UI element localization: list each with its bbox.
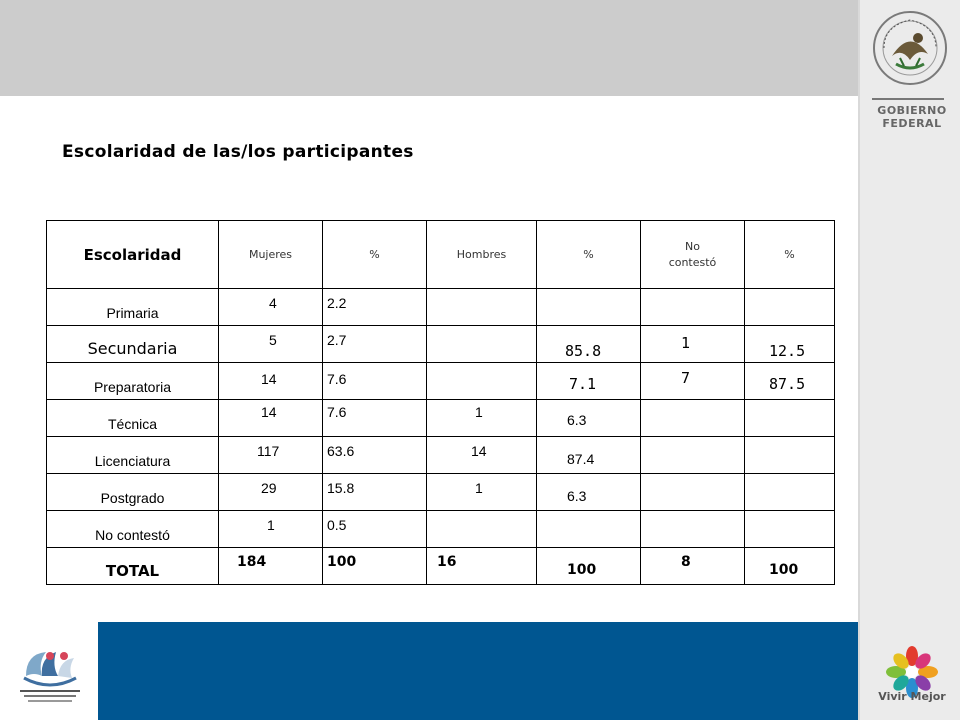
header-escolaridad: Escolaridad <box>47 221 219 289</box>
right-divider <box>858 0 860 720</box>
hombres-cell <box>427 437 537 474</box>
mujeres-pct-cell <box>323 400 427 437</box>
no-contesto-value: 1 <box>681 334 691 352</box>
mujeres-value: 4 <box>269 295 277 311</box>
mujeres-pct-value: 15.8 <box>327 480 355 496</box>
hombres-pct-cell <box>537 511 641 548</box>
no-contesto-cell <box>641 400 745 437</box>
no-contesto-value: 7 <box>681 369 691 387</box>
no-contesto-pct-cell <box>745 400 835 437</box>
mujeres-value: 14 <box>261 371 277 387</box>
hombres-pct-value: 87.4 <box>567 451 595 467</box>
gobierno-rule <box>872 98 944 100</box>
header-hombres: Hombres <box>427 221 537 289</box>
gobierno-federal-text <box>872 104 952 130</box>
header-no-contesto <box>641 221 745 289</box>
total-no-contesto-cell <box>641 548 745 585</box>
gobierno-line1: GOBIERNO <box>877 104 947 117</box>
no-contesto-cell <box>641 363 745 400</box>
total-mujeres-cell <box>219 548 323 585</box>
hombres-cell <box>427 363 537 400</box>
total-hombres-value: 16 <box>437 554 457 570</box>
no-contesto-cell <box>641 289 745 326</box>
bottom-blue-band <box>98 622 858 720</box>
hombres-pct-cell <box>537 326 641 363</box>
mujeres-pct-cell <box>323 511 427 548</box>
mujeres-value: 29 <box>261 480 277 496</box>
mujeres-pct-cell <box>323 289 427 326</box>
no-contesto-pct-cell <box>745 363 835 400</box>
hombres-pct-value: 6.3 <box>567 412 587 428</box>
total-label-cell <box>47 548 219 585</box>
no-contesto-pct-cell <box>745 474 835 511</box>
mujeres-pct-cell <box>323 474 427 511</box>
mujeres-cell <box>219 363 323 400</box>
hombres-pct-cell <box>537 363 641 400</box>
row-label: Postgrado <box>100 490 165 506</box>
row-label: Técnica <box>107 416 158 432</box>
mujeres-value: 5 <box>269 332 277 348</box>
table-row <box>47 437 835 474</box>
no-contesto-pct-cell <box>745 326 835 363</box>
mujeres-cell <box>219 511 323 548</box>
row-label: Secundaria <box>87 339 178 358</box>
hombres-cell <box>427 326 537 363</box>
header-no-contesto-label: No contestó <box>668 239 717 269</box>
total-no-contesto-pct-cell <box>745 548 835 585</box>
no-contesto-pct-value: 12.5 <box>769 342 806 360</box>
row-label: No contestó <box>95 527 170 543</box>
row-label-cell <box>47 326 219 363</box>
no-contesto-cell <box>641 437 745 474</box>
mujeres-pct-value: 7.6 <box>327 371 347 387</box>
hombres-cell <box>427 289 537 326</box>
mujeres-cell <box>219 400 323 437</box>
row-label: Preparatoria <box>93 379 172 395</box>
hombres-value: 1 <box>475 480 483 496</box>
mujeres-cell <box>219 326 323 363</box>
vivir-mejor-text: Vivir Mejor <box>878 690 946 703</box>
mujeres-pct-cell <box>323 326 427 363</box>
total-no-contesto-pct-value: 100 <box>769 562 799 578</box>
mexico-seal-icon <box>870 8 950 88</box>
mujeres-cell <box>219 289 323 326</box>
no-contesto-cell <box>641 326 745 363</box>
mujeres-pct-value: 2.7 <box>327 332 347 348</box>
hombres-pct-value: 85.8 <box>565 342 602 360</box>
table-header-row <box>47 221 835 289</box>
no-contesto-cell <box>641 474 745 511</box>
hombres-cell <box>427 474 537 511</box>
gobierno-line2: FEDERAL <box>882 117 942 130</box>
mujeres-pct-value: 2.2 <box>327 295 347 311</box>
hombres-value: 1 <box>475 404 483 420</box>
mujeres-pct-cell <box>323 437 427 474</box>
mujeres-pct-cell <box>323 363 427 400</box>
row-label: Primaria <box>106 305 159 321</box>
mujeres-value: 117 <box>257 443 280 459</box>
mujeres-pct-value: 7.6 <box>327 404 347 420</box>
header-mujeres-pct: % <box>323 221 427 289</box>
no-contesto-pct-cell <box>745 437 835 474</box>
mujeres-pct-value: 0.5 <box>327 517 347 533</box>
table-row <box>47 474 835 511</box>
table-row <box>47 363 835 400</box>
hombres-pct-cell <box>537 474 641 511</box>
total-hombres-pct-cell <box>537 548 641 585</box>
header-hombres-pct: % <box>537 221 641 289</box>
mujeres-cell <box>219 437 323 474</box>
inmujeres-logo-icon <box>16 636 84 708</box>
no-contesto-pct-value: 87.5 <box>769 375 806 393</box>
row-label: Licenciatura <box>94 453 171 469</box>
total-label: TOTAL <box>105 562 160 580</box>
row-label-cell <box>47 511 219 548</box>
page-title: Escolaridad de las/los participantes <box>62 142 414 162</box>
hombres-pct-value: 7.1 <box>569 375 597 393</box>
table-total-row <box>47 548 835 585</box>
table-row <box>47 289 835 326</box>
hombres-cell <box>427 400 537 437</box>
hombres-pct-value: 6.3 <box>567 488 587 504</box>
header-mujeres: Mujeres <box>219 221 323 289</box>
mujeres-cell <box>219 474 323 511</box>
table-row <box>47 400 835 437</box>
row-label-cell <box>47 474 219 511</box>
mujeres-pct-value: 63.6 <box>327 443 355 459</box>
table-row <box>47 511 835 548</box>
row-label-cell <box>47 437 219 474</box>
total-hombres-pct-value: 100 <box>567 562 597 578</box>
row-label-cell <box>47 363 219 400</box>
no-contesto-cell <box>641 511 745 548</box>
total-mujeres-value: 184 <box>237 554 267 570</box>
total-mujeres-pct-cell <box>323 548 427 585</box>
top-gray-band <box>0 0 860 96</box>
no-contesto-pct-cell <box>745 511 835 548</box>
total-hombres-cell <box>427 548 537 585</box>
total-no-contesto-value: 8 <box>681 554 691 570</box>
mujeres-value: 14 <box>261 404 277 420</box>
mujeres-value: 1 <box>267 517 275 533</box>
hombres-pct-cell <box>537 400 641 437</box>
total-mujeres-pct-value: 100 <box>327 554 357 570</box>
hombres-pct-cell <box>537 289 641 326</box>
escolaridad-table <box>46 220 835 585</box>
hombres-pct-cell <box>537 437 641 474</box>
no-contesto-pct-cell <box>745 289 835 326</box>
hombres-value: 14 <box>471 443 487 459</box>
row-label-cell <box>47 289 219 326</box>
header-no-contesto-pct: % <box>745 221 835 289</box>
table-row <box>47 326 835 363</box>
row-label-cell <box>47 400 219 437</box>
hombres-cell <box>427 511 537 548</box>
